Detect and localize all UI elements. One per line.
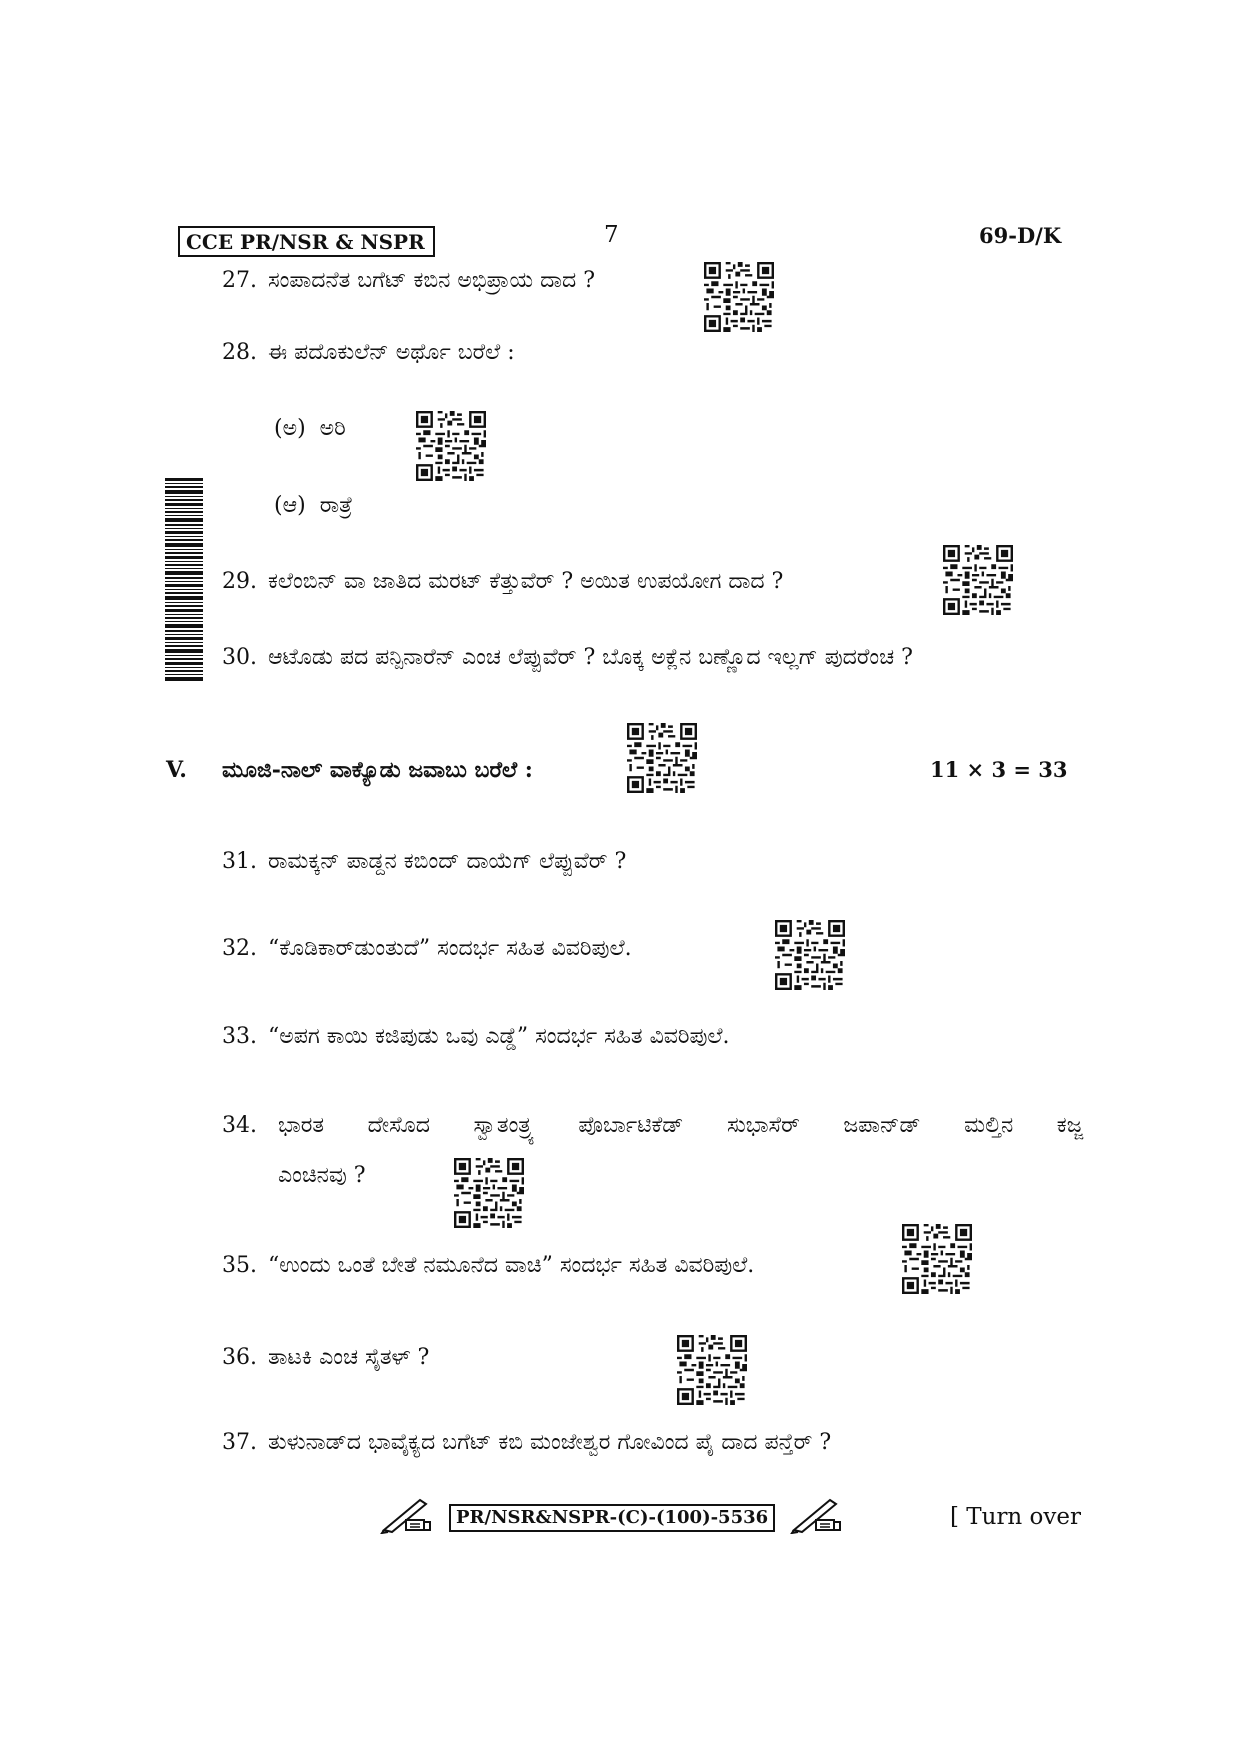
question-number: 28. xyxy=(222,340,257,365)
turn-over-label: [ Turn over xyxy=(950,1504,1082,1530)
qr-code-icon xyxy=(627,723,697,793)
writing-hand-icon xyxy=(790,1494,844,1534)
question-text: ಕಲೆಂಬಿನ್ ವಾ ಜಾತಿದ ಮರಟ್ ಕೆತ್ತುವೆರ್ ? ಅಯಿತ ಉಪಯೋಗ ದಾದ ? xyxy=(268,569,784,594)
option-text: ರಾತ್ರೆ xyxy=(319,493,353,518)
question-33 xyxy=(222,1023,730,1051)
question-28 xyxy=(222,339,515,367)
qr-code-icon xyxy=(677,1335,747,1405)
exam-label: CCE PR/NSR & NSPR xyxy=(178,226,435,257)
qr-code-icon xyxy=(943,545,1013,615)
question-text: ರಾಮಕ್ಕನ್ ಪಾಡ್ದನ ಕಬಿಂದ್ ದಾಯೆಗ್ ಲೆಪ್ಪುವೆರ್ ? xyxy=(268,849,627,874)
page-number: 7 xyxy=(604,222,619,248)
question-29 xyxy=(222,568,783,596)
qr-code-icon xyxy=(902,1224,972,1294)
question-text: ಸಂಪಾದನೆತ ಬಗೆಟ್ ಕಬಿನ ಅಭಿಪ್ರಾಯ ದಾದ ? xyxy=(268,268,596,293)
question-number: 32. xyxy=(222,936,257,961)
question-36 xyxy=(222,1344,429,1372)
question-34 xyxy=(222,1112,268,1140)
paper-code: 69-D/K xyxy=(979,223,1062,248)
section-label: V. xyxy=(166,757,187,783)
barcode-icon xyxy=(165,478,203,681)
section-title: ಮೂಜಿ-ನಾಲ್ ವಾಕ್ಯೊಡು ಜವಾಬು ಬರೆಲೆ : xyxy=(222,757,533,783)
question-text: ಈ ಪದೊಕುಲೆನ್ ಅರ್ಥೊ ಬರೆಲೆ : xyxy=(268,340,515,365)
question-32 xyxy=(222,935,632,963)
option-label: (ಆ) xyxy=(274,493,306,518)
question-number: 31. xyxy=(222,849,257,874)
question-number: 29. xyxy=(222,569,257,594)
question-number: 37. xyxy=(222,1430,257,1455)
question-number: 27. xyxy=(222,268,257,293)
question-text: ತಾಟಕಿ ಎಂಚ ಸೈತಳ್ ? xyxy=(268,1345,430,1370)
writing-hand-icon xyxy=(380,1494,434,1534)
option-text: ಅರಿ xyxy=(319,416,346,441)
option-label: (ಅ) xyxy=(274,416,306,441)
question-31 xyxy=(222,848,626,876)
qr-code-icon xyxy=(416,411,486,481)
question-text: “ಕೊಡಿಕಾರ್‌ಡುಂತುದೆ” ಸಂದರ್ಭ ಸಹಿತ ವಿವರಿಪುಲೆ. xyxy=(268,936,632,961)
question-number: 33. xyxy=(222,1024,257,1049)
option-a xyxy=(274,415,346,443)
question-35 xyxy=(222,1252,754,1280)
question-text: ತುಳುನಾಡ್‌ದ ಭಾವೈಕ್ಯದ ಬಗೆಟ್ ಕಬಿ ಮಂಜೇಶ್ವರ ಗೋವಿಂದ ಪೈ ದಾದ ಪನ್ತೆರ್ ? xyxy=(268,1430,832,1455)
question-text: “ಅಪಗ ಕಾಯಿ ಕಜಿಪುಡು ಒವು ಎಡ್ಡೆ” ಸಂದರ್ಭ ಸಹಿತ ವಿವರಿಪುಲೆ. xyxy=(268,1024,730,1049)
question-number: 35. xyxy=(222,1253,257,1278)
question-34-line-1: ಭಾರತ ದೇಸೊದ ಸ್ವಾತಂತ್ರ್ಯ ಪೊರ್ಬಾಟಿಕೆಡ್ ಸುಭಾಸೆರ್ ಜಪಾನ್‌ಡ್ ಮಲ್ತಿನ ಕಜ್ಜ xyxy=(278,1113,1083,1138)
question-30 xyxy=(222,644,913,672)
footer-code: PR/NSR&NSPR-(C)-(100)-5536 xyxy=(449,1504,775,1532)
option-b xyxy=(274,492,353,520)
question-number: 30. xyxy=(222,645,257,670)
question-text: “ಉಂದು ಒಂತೆ ಬೇತೆ ನಮೂನೆದ ವಾಚಿ” ಸಂದರ್ಭ ಸಹಿತ ವಿವರಿಪುಲೆ. xyxy=(268,1253,755,1278)
qr-code-icon xyxy=(454,1158,524,1228)
question-number: 34. xyxy=(222,1113,257,1138)
qr-code-icon xyxy=(775,920,845,990)
question-27 xyxy=(222,267,595,295)
qr-code-icon xyxy=(704,262,774,332)
question-37 xyxy=(222,1429,831,1457)
question-34-line-2: ಎಂಚಿನವು ? xyxy=(278,1163,366,1188)
question-number: 36. xyxy=(222,1345,257,1370)
question-text: ಆಟೊಡು ಪದ ಪನ್ಪಿನಾರೆನ್ ಎಂಚ ಲೆಪ್ಪುವೆರ್ ? ಬೊಕ್ಕ ಅಕ್ಲೆನ ಬಣ್ಣೊದ ಇಲ್ಲಗ್ ಪುದರೆಂಚ ? xyxy=(268,645,913,670)
section-marks: 11 × 3 = 33 xyxy=(930,757,1068,782)
